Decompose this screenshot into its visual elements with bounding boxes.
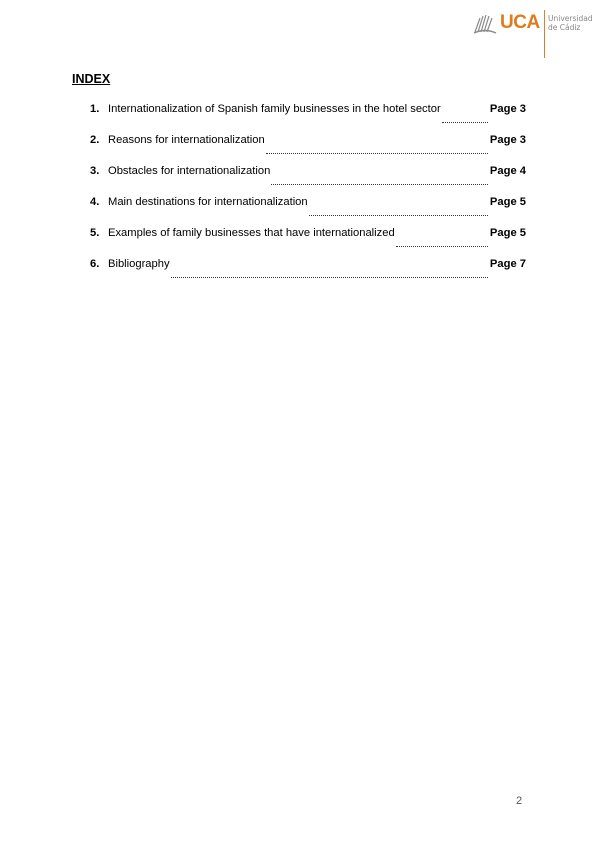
toc-entry-title: Examples of family businesses that have internationalized xyxy=(108,227,395,239)
toc-entry-page: Page 3 xyxy=(489,134,526,146)
toc-entry[interactable] xyxy=(90,134,526,165)
toc-entry[interactable] xyxy=(90,227,526,258)
university-logo xyxy=(468,8,593,58)
logo-divider xyxy=(544,10,545,58)
toc-entry-number: 1. xyxy=(90,103,100,115)
toc-entry[interactable] xyxy=(90,196,526,227)
toc-entry-title: Bibliography xyxy=(108,258,170,270)
logo-institution-name xyxy=(548,14,593,32)
table-of-contents xyxy=(90,103,526,289)
toc-dot-leader xyxy=(396,245,488,247)
toc-entry[interactable] xyxy=(90,165,526,196)
toc-entry-number: 4. xyxy=(90,196,100,208)
logo-institution-line1: Universidad xyxy=(548,14,593,23)
toc-entry[interactable] xyxy=(90,258,526,289)
toc-dot-leader xyxy=(266,152,488,154)
index-heading: INDEX xyxy=(72,72,111,86)
toc-entry[interactable] xyxy=(90,103,526,134)
toc-entry-number: 6. xyxy=(90,258,100,270)
uca-emblem-icon xyxy=(472,12,498,36)
toc-dot-leader xyxy=(309,214,488,216)
toc-entry-title: Obstacles for internationalization xyxy=(108,165,271,177)
toc-entry-title: Main destinations for internationalization xyxy=(108,196,308,208)
toc-entry-page: Page 3 xyxy=(489,103,526,115)
toc-entry-title: Reasons for internationalization xyxy=(108,134,265,146)
toc-entry-number: 3. xyxy=(90,165,100,177)
toc-entry-page: Page 4 xyxy=(489,165,526,177)
toc-entry-number: 2. xyxy=(90,134,100,146)
logo-institution-line2: de Cádiz xyxy=(548,23,581,32)
toc-dot-leader xyxy=(171,276,488,278)
toc-entry-page: Page 5 xyxy=(489,227,526,239)
toc-entry-page: Page 5 xyxy=(489,196,526,208)
logo-wordmark: UCA xyxy=(500,12,540,33)
page-number: 2 xyxy=(516,795,523,807)
toc-dot-leader xyxy=(271,183,488,185)
toc-entry-number: 5. xyxy=(90,227,100,239)
toc-dot-leader xyxy=(442,121,488,123)
toc-entry-page: Page 7 xyxy=(489,258,526,270)
toc-entry-title: Internationalization of Spanish family businesses in the hotel sector xyxy=(108,103,441,115)
